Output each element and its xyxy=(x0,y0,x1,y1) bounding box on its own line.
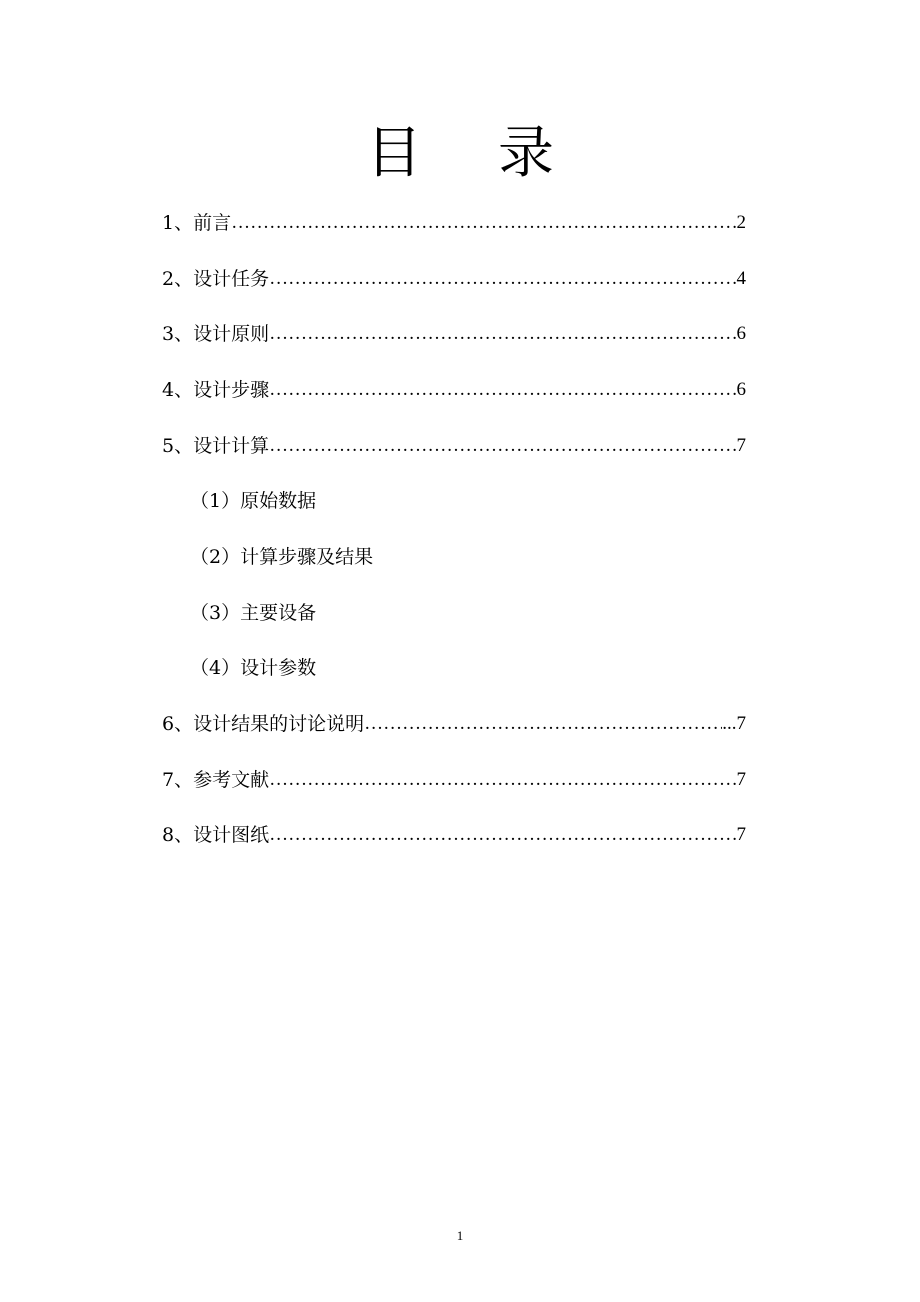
toc-entry-label: 2、设计任务 xyxy=(162,268,270,290)
toc-title-char-1: 目 xyxy=(366,121,498,186)
toc-dot-leader xyxy=(269,370,736,410)
toc-dot-leader xyxy=(364,704,722,744)
toc-entry-page: 6 xyxy=(736,323,746,344)
toc-entry-page: 7 xyxy=(736,769,746,790)
toc-entry xyxy=(162,314,746,354)
toc-entry-page: 7 xyxy=(736,824,746,845)
toc-entry-label: 1、前言 xyxy=(162,212,232,234)
toc-entry xyxy=(162,426,746,466)
toc-entry xyxy=(162,704,746,744)
toc-entry xyxy=(162,815,746,855)
toc-dot-leader xyxy=(269,314,736,354)
toc-entry-page: 6 xyxy=(736,379,746,400)
toc-entry-page: 2 xyxy=(736,212,746,233)
toc-entry-page: 4 xyxy=(736,268,746,289)
toc-entry-page: ...7 xyxy=(722,713,746,734)
toc-entry xyxy=(162,259,746,299)
toc-entry-label: 5、设计计算 xyxy=(162,435,270,457)
toc-dot-leader xyxy=(231,203,736,243)
toc-subentry-label: （3）主要设备 xyxy=(190,602,317,624)
toc-subentry-label: （1）原始数据 xyxy=(190,490,317,512)
toc-dot-leader xyxy=(269,815,736,855)
toc-entry-label: 3、设计原则 xyxy=(162,323,270,345)
toc-entry xyxy=(162,370,746,410)
toc-title xyxy=(0,118,920,190)
toc-entry-page: 7 xyxy=(736,435,746,456)
toc-entry xyxy=(162,760,746,800)
toc-subentry-label: （4）设计参数 xyxy=(190,657,317,679)
toc-entry-label: 8、设计图纸 xyxy=(162,824,270,846)
page-number: 1 xyxy=(456,1228,464,1243)
toc-dot-leader xyxy=(269,426,736,466)
toc-entry-label: 6、设计结果的讨论说明 xyxy=(162,713,365,735)
toc-subentry xyxy=(190,537,746,577)
toc-title-char-2: 录 xyxy=(498,121,630,186)
toc-subentry xyxy=(190,481,746,521)
toc-dot-leader xyxy=(269,760,736,800)
toc-entry-label: 4、设计步骤 xyxy=(162,379,270,401)
toc-entry-label: 7、参考文献 xyxy=(162,769,270,791)
toc-subentry-label: （2）计算步骤及结果 xyxy=(190,546,374,568)
toc-dot-leader xyxy=(269,259,736,299)
toc-subentry xyxy=(190,648,746,688)
toc-subentry xyxy=(190,593,746,633)
toc-entry xyxy=(162,203,746,243)
